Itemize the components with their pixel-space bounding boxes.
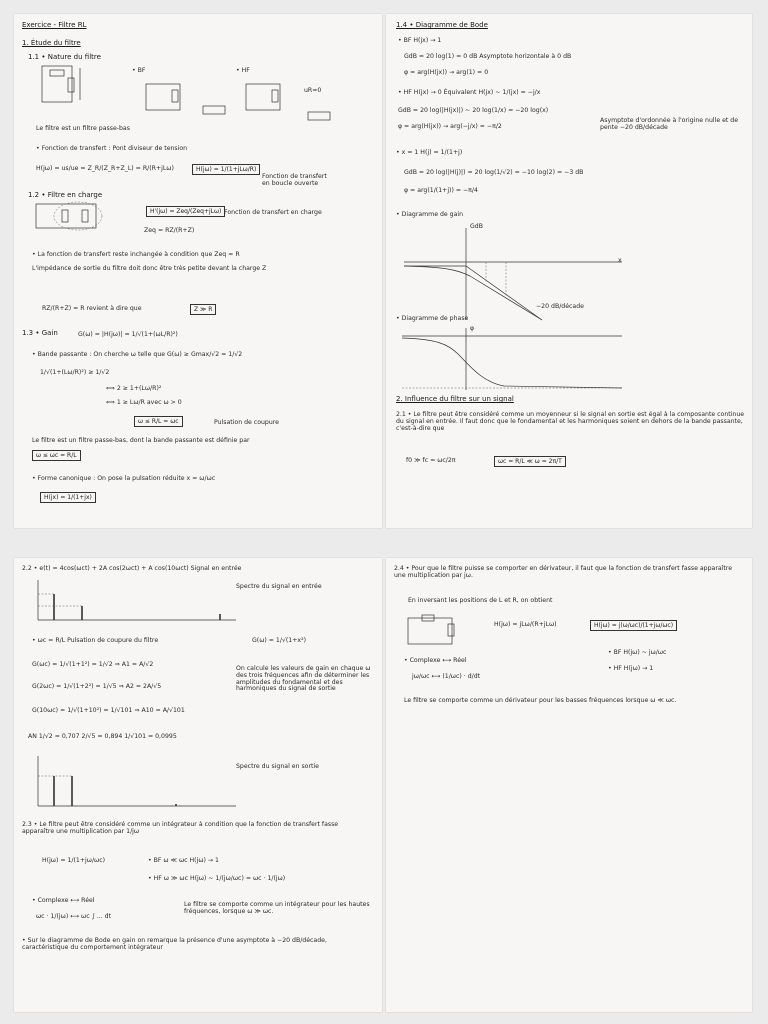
formula: jω/ωc ⟷ (1/ωc) · d/dt [412, 673, 481, 680]
notebook-page-1 [14, 14, 382, 528]
formula: φ = arg(H(jx)) → arg(1) = 0 [404, 69, 489, 76]
gain-axis-label: GdB [470, 223, 483, 230]
formula: H(jω) = jLω/(R+jLω) [494, 621, 557, 628]
boxed-result: H(jω) = j(ω/ωc)/(1+jω/ωc) [590, 620, 677, 631]
boxed-result: H(jx) = 1/(1+jx) [40, 492, 96, 503]
text-line: • Bande passante : On cherche ω telle que G(ω) ≥ Gmax/√2 = 1/√2 [32, 351, 243, 358]
text-note: Fonction de transfert en boucle ouverte [262, 173, 327, 187]
formula: • HF H(jω) → 1 [608, 665, 654, 672]
boxed-result: H'(jω) = Zeq/(Zeq+jLω) [146, 206, 225, 217]
section-heading: 2. Influence du filtre sur un signal [396, 395, 514, 403]
formula: ⟺ 1 ≥ Lω/R avec ω > 0 [106, 399, 182, 406]
text-line: Le filtre est un filtre passe-bas, dont la bande passante est définie par [32, 437, 250, 444]
text-note: Pulsation de coupure [214, 419, 279, 426]
text-line: En inversant les positions de L et R, on obtient [408, 597, 553, 604]
formula: H(jω) = 1/(1+jω/ωc) [42, 857, 106, 864]
formula: GdB = 20 log(|H(j)|) = 20 log(1/√2) = −10 log(2) = −3 dB [404, 169, 584, 176]
formula: G(2ωc) = 1/√(1+2²) = 1/√5 ⇒ A2 = 2A/√5 [32, 683, 162, 690]
formula: H(jω) = us/ue = Z_R/(Z_R+Z_L) = R/(R+jLω) [36, 165, 174, 172]
text-line: • x = 1 H(j) = 1/(1+j) [396, 149, 463, 156]
formula: GdB = 20 log(|H(jx)|) ~ 20 log(1/x) = −20 log(x) [398, 107, 549, 114]
text-line: Le filtre est un filtre passe-bas [36, 125, 130, 132]
slope-label: −20 dB/décade [536, 303, 584, 310]
formula: G(10ωc) = 1/√(1+10²) = 1/√101 ⇒ A10 = A/√101 [32, 707, 185, 714]
bode-phase-plot [396, 325, 626, 398]
text-line: • BF H(jx) → 1 [398, 37, 442, 44]
text-paragraph: Le filtre se comporte comme un dérivateur pour les basses fréquences lorsque ω ≪ ωc. [404, 697, 677, 704]
text-note: Fonction de transfert en charge [224, 209, 322, 216]
text-line: 2.2 • e(t) = 4cos(ωct) + 2A cos(2ωct) + A cos(10ωct) Signal en entrée [22, 565, 242, 572]
section-heading: 1. Étude du filtre [22, 39, 81, 47]
phase-axis-label: φ [470, 325, 475, 332]
formula: G(ωc) = 1/√(1+1²) = 1/√2 ⇒ A1 = A/√2 [32, 661, 154, 668]
text-note: On calcule les valeurs de gain en chaque ω des trois fréquences afin de déterminer les amplitudes du fondamental et des harmoniques du signal de sortie [236, 665, 371, 693]
subsection-heading: 1.2 • Filtre en charge [28, 191, 103, 199]
formula: φ = arg(1/(1+j)) = −π/4 [404, 187, 478, 194]
formula: G(ω) = 1/√(1+x²) [252, 637, 306, 644]
notebook-page-3 [14, 558, 382, 1012]
text-paragraph: 2.3 • Le filtre peut être considéré comme un intégrateur à condition que la fonction de transfert fasse apparaître une multiplication par 1/jω [22, 821, 339, 835]
text-line: • Diagramme de gain [396, 211, 464, 218]
text-line: • ωc = R/L Pulsation de coupure du filtre [32, 637, 159, 644]
formula: 1/√(1+(Lω/R)²) ≥ 1/√2 [40, 369, 110, 376]
formula: ⟺ 2 ≥ 1+(Lω/R)² [106, 385, 162, 392]
subsection-heading: 1.3 • Gain [22, 329, 58, 337]
text-line: • Fonction de transfert : Pont diviseur de tension [36, 145, 188, 152]
text-note: Le filtre se comporte comme un intégrateur pour les hautes fréquences, lorsque ω ≫ ωc. [184, 901, 370, 915]
formula: ωc · 1/(jω) ⟷ ωc ∫ ... dt [36, 913, 111, 920]
formula: GdB = 20 log(1) = 0 dB Asymptote horizontale à 0 dB [404, 53, 572, 60]
boxed-result: ω ≤ ωc = R/L [32, 450, 81, 461]
text-note: Asymptote d'ordonnée à l'origine nulle et de pente −20 dB/décade [600, 117, 739, 131]
input-spectrum-plot [24, 576, 244, 626]
subsection-heading: 1.1 • Nature du filtre [28, 53, 101, 61]
x-axis-label: x [618, 257, 622, 264]
text-line: • Forme canonique : On pose la pulsation réduite x = ω/ωc [32, 475, 216, 482]
text-line: RZ/(R+Z) ≈ R revient à dire que [42, 305, 142, 312]
text-line: • Diagramme de phase [396, 315, 469, 322]
formula: • HF ω ≫ ωc H(jω) ~ 1/(jω/ωc) = ωc · 1/(jω) [148, 875, 286, 882]
text-line: • Complexe ⟷ Réel [32, 897, 95, 904]
circuit-sketches [20, 62, 380, 122]
loaded-circuit-sketch [20, 200, 140, 240]
boxed-result: Z ≫ R [190, 304, 216, 315]
text-line: L'impédance de sortie du filtre doit donc être très petite devant la charge Z [32, 265, 267, 272]
text-paragraph: 2.4 • Pour que le filtre puisse se comporter en dérivateur, il faut que la fonction de transfert fasse apparaître une multiplication par jω. [394, 565, 733, 579]
derivator-circuit-sketch [394, 614, 484, 650]
boxed-result: H(jω) = 1/(1+jLω/R) [192, 164, 260, 175]
text-line: • La fonction de transfert reste inchangée à condition que Zeq ≈ R [32, 251, 240, 258]
text-paragraph: • Sur le diagramme de Bode en gain on remarque la présence d'une asymptote à −20 dB/décade, caractéristique du comportement intégrateur [22, 937, 327, 951]
bode-gain-plot [396, 224, 626, 324]
boxed-result: ω ≤ R/L = ωc [134, 416, 183, 427]
text-line: • HF H(jx) → 0 Équivalent H(jx) ~ 1/(jx) = −j/x [398, 89, 541, 96]
plot-caption: Spectre du signal en entrée [236, 583, 322, 590]
notebook-page-4 [386, 558, 752, 1012]
formula: • BF ω ≪ ωc H(jω) → 1 [148, 857, 219, 864]
subsection-heading: 1.4 • Diagramme de Bode [396, 21, 488, 29]
hf-label: • HF [236, 67, 250, 74]
formula: Zeq = RZ/(R+Z) [144, 227, 195, 234]
formula: f0 ≫ fc = ωc/2π [406, 457, 456, 464]
output-spectrum-plot [24, 752, 244, 812]
bf-label: • BF [132, 67, 146, 74]
formula: • BF H(jω) ~ jω/ωc [608, 649, 667, 656]
hf-note: uR≈0 [304, 87, 322, 94]
notebook-page-2 [386, 14, 752, 528]
text-paragraph: 2.1 • Le filtre peut être considéré comme un moyenneur si le signal en sortie est égal à la composante continue du signal en entrée. Il faut donc que le fondamental et les harmoniques soient en dehors de la bande passante, c'est-à-dire que [396, 411, 745, 432]
formula: G(ω) = |H(jω)| = 1/√(1+(ωL/R)²) [78, 331, 178, 338]
formula: φ = arg(H(jx)) → arg(−j/x) = −π/2 [398, 123, 502, 130]
text-line: • Complexe ⟷ Réel [404, 657, 467, 664]
plot-caption: Spectre du signal en sortie [236, 763, 319, 770]
boxed-result: ωc = R/L ≪ ω = 2π/T [494, 456, 566, 467]
formula: AN 1/√2 = 0,707 2/√5 = 0,894 1/√101 = 0,0995 [28, 733, 177, 740]
page-title: Exercice - Filtre RL [22, 21, 87, 29]
